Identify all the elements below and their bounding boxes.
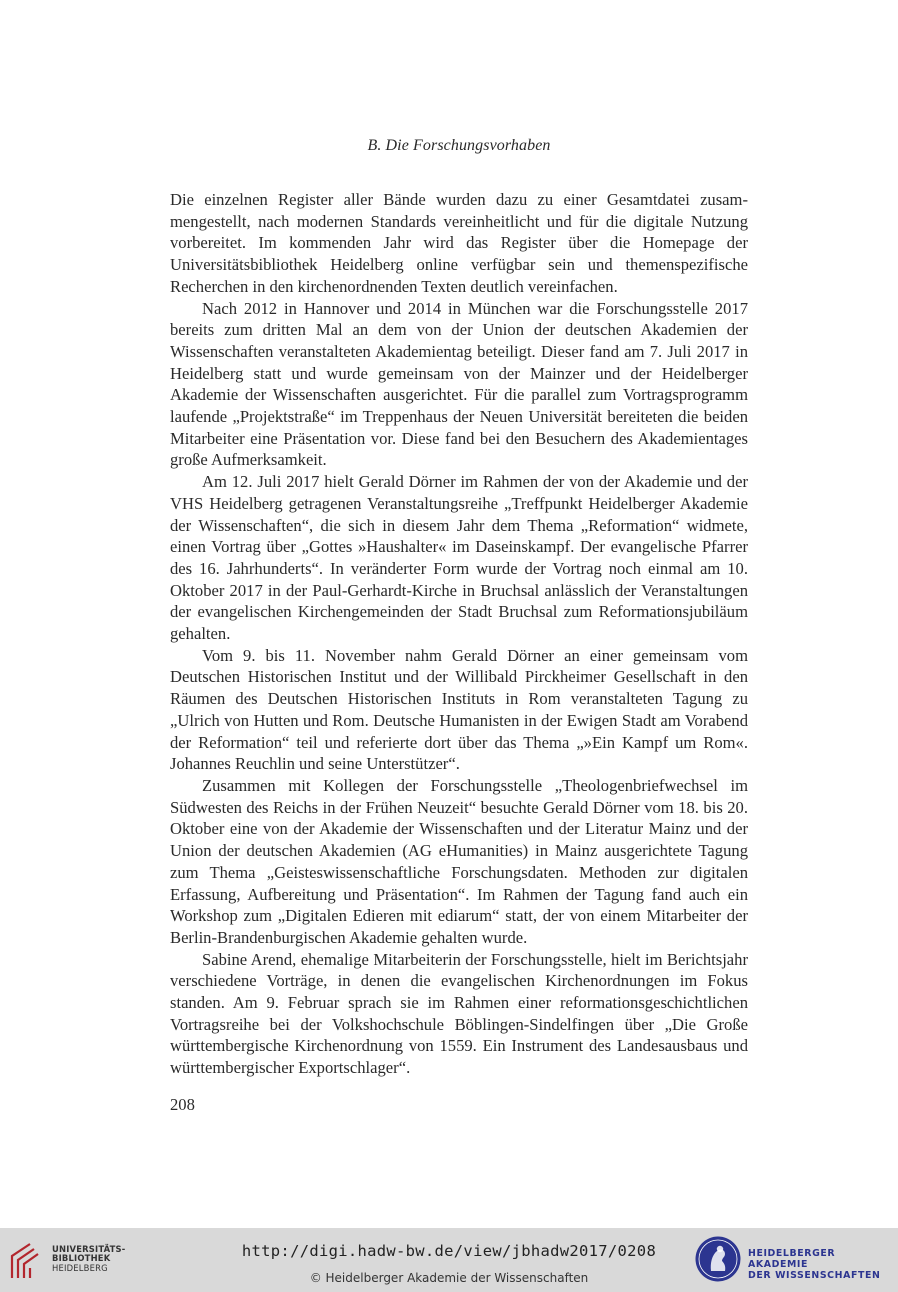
permalink-url[interactable]: http://digi.hadw-bw.de/view/jbhadw2017/0208 — [241, 1242, 657, 1260]
ub-line: BIBLIOTHEK — [52, 1253, 111, 1264]
academy-line: HEIDELBERGER AKADEMIE — [748, 1248, 836, 1270]
paragraph: Nach 2012 in Hannover und 2014 in München war die Forschungsstelle 2017 bereits zum dritten Mal an dem von der Union der deutschen Akademien der Wissenschaften veranstalteten Akademientag beteiligt. Dieser fand am 7. Juli 2017 in Heidelberg statt und wurde gemeinsam von der Mainzer und der Heidelberger Akademie der Wissenschaften ausgerichtet. Für die parallel zum Vortragsprogramm laufende „Projektstraße“ im Treppenhaus der Neuen Universität bereiteten die beiden Mitarbeiter eine Präsentation vor. Diese fand bei den Besuchern des Akademientages große Aufmerksamkeit. — [170, 298, 748, 470]
running-head: B. Die Forschungsvorhaben — [367, 137, 551, 154]
ub-line: UNIVERSITÄTS- — [52, 1244, 126, 1254]
academy-name — [748, 1248, 898, 1281]
copyright-notice: © Heidelberger Akademie der Wissenschaften — [309, 1271, 589, 1285]
paragraph: Vom 9. bis 11. November nahm Gerald Dörner an einer gemeinsam vom Deutschen Historischen Institut und der Willibald Pirckheimer Gesellschaft in den Räumen des Deutschen Historischen Instituts in Rom veranstalteten Tagung zu „Ulrich von Hutten und Rom. Deutsche Humanisten in der Ewigen Stadt am Vorabend der Reformation“ teil und referierte dort über das Thema „»Ein Kampf um Rom«. Johannes Reuchlin und seine Unterstützer“. — [170, 645, 748, 774]
paragraph: Zusammen mit Kollegen der Forschungsstelle „Theologenbriefwechsel im Südwesten des Reichs in der Frühen Neuzeit“ besuchte Gerald Dörner vom 18. bis 20. Oktober eine von der Akademie der Wissenschaften und der Literatur Mainz und der Union der deutschen Akademien (AG eHumanities) in Mainz ausgerichtete Tagung zum Thema „Geisteswissenschaftliche Forschungsdaten. Methoden zur digitalen Erfassung, Aufbereitung und Präsentation“. Im Rahmen der Tagung fand auch ein Workshop zum „Digitalen Edieren mit ediarum“ statt, der von einem Mitarbeiter der Berlin-Brandenburgischen Akademie gehalten wurde. — [170, 775, 748, 947]
academy-seal-icon[interactable] — [694, 1235, 742, 1283]
ub-line: HEIDELBERG — [52, 1262, 108, 1273]
body-text — [170, 189, 748, 1079]
page-number: 208 — [170, 1095, 195, 1114]
paragraph: Die einzelnen Register aller Bände wurden dazu zu einer Gesamtdatei zusammengestellt, nach modernen Standards vereinheitlicht und für die digitale Nutzung vorbereitet. Im kommenden Jahr wird das Register über die Homepage der Universitätsbibliothek Heidelberg online verfügbar sein und themenspezifische Recherchen in den kirchenordnenden Texten deutlich vereinfachen. — [170, 190, 748, 296]
paragraph: Am 12. Juli 2017 hielt Gerald Dörner im Rahmen der von der Akademie und der VHS Heidelberg getragenen Veranstaltungsreihe „Treffpunkt Heidelberger Akademie der Wissenschaften“, die sich in diesem Jahr dem Thema „Reformation“ widmete, einen Vortrag über „Gottes »Haushalter« im Daseinskampf. Der evangelische Pfarrer des 16. Jahrhunderts“. In veränderter Form wurde der Vortrag noch einmal am 10. Oktober 2017 in der Paul-Gerhardt-Kirche in Bruchsal anlässlich der Veranstaltungen der evangelischen Kirchengemeinden der Stadt Bruchsal zum Reformationsjubiläum gehalten. — [170, 472, 748, 644]
footer-bar — [0, 1228, 898, 1292]
paragraph: Sabine Arend, ehemalige Mitarbeiterin der Forschungsstelle, hielt im Berichtsjahr verschiedene Vorträge, in denen die evangelischen Kirchenordnungen im Fokus standen. Am 9. Februar sprach sie im Rahmen einer reformationsgeschichtlichen Vortragsreihe bei der Volkshochschule Böblingen-Sindelfingen über „Die Große württembergische Kirchenordnung von 1559. Ein Instrument des Landesausbaus und württembergischer Exportschlager“. — [170, 949, 748, 1078]
academy-line: DER WISSENSCHAFTEN — [748, 1270, 881, 1281]
